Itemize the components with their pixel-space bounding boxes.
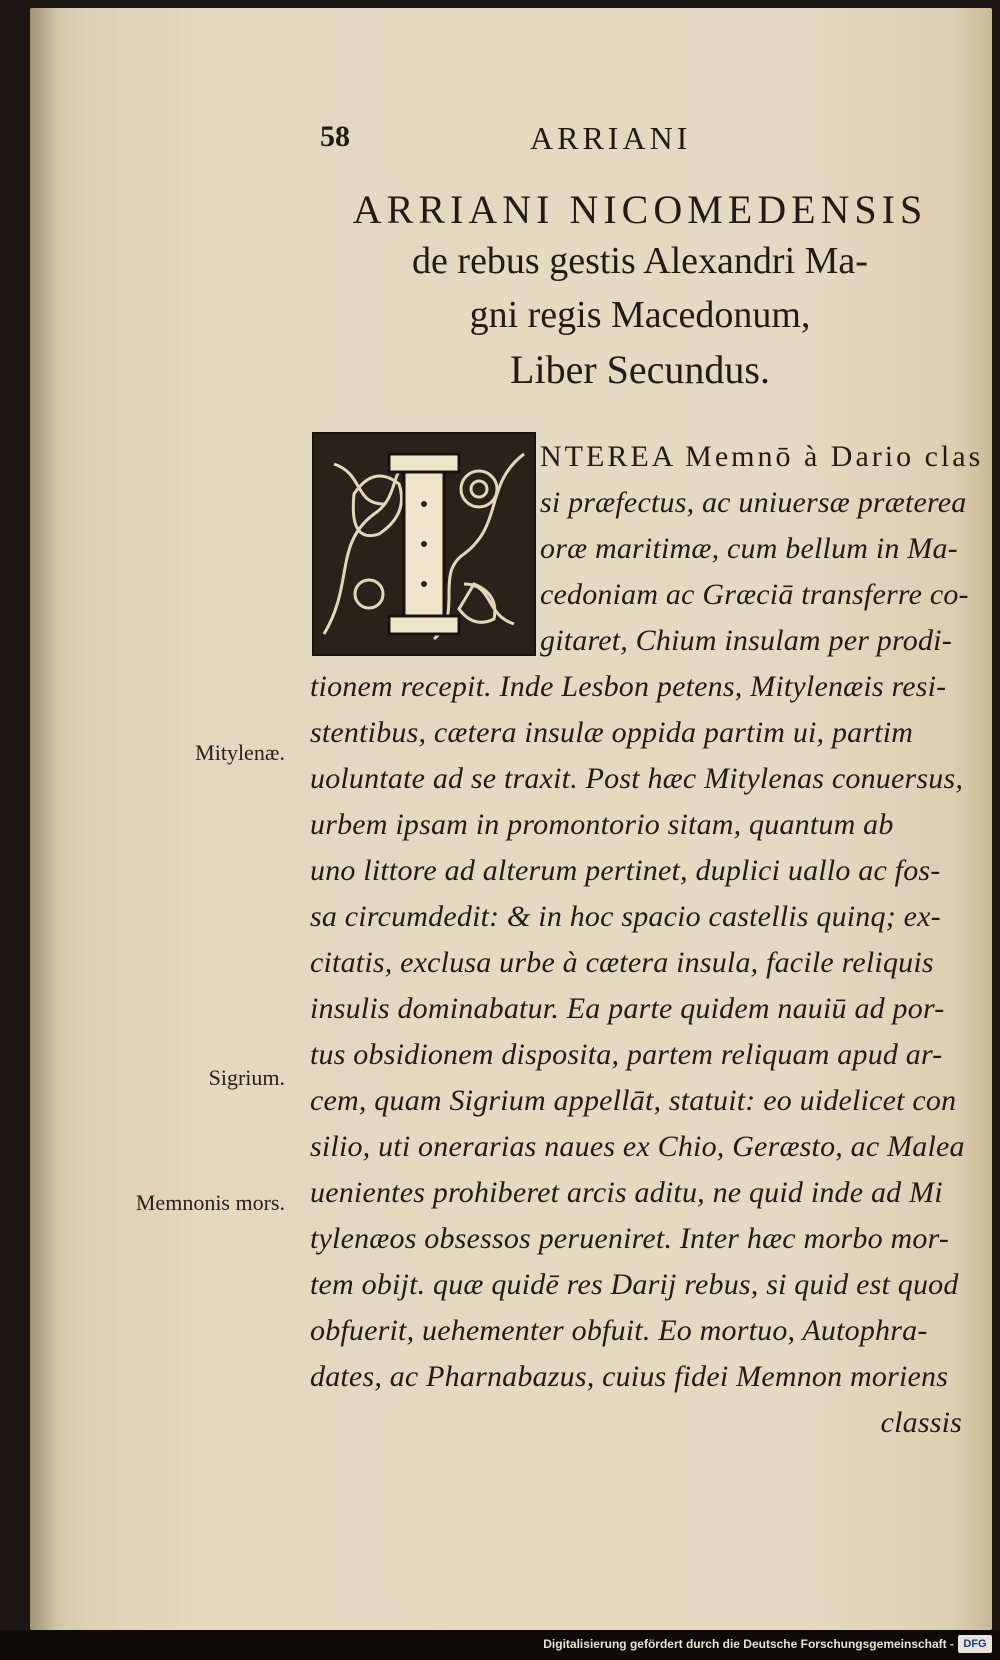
text-line: gitaret, Chium insulam per prodi- (540, 624, 952, 657)
text-line: si præfectus, ac uniuersæ præterea (540, 486, 967, 519)
gutter-shadow (30, 8, 58, 1630)
marginal-note-mitylenae: Mitylenæ. (195, 740, 285, 765)
text-line: tus obsidionem disposita, partem reliquam apud ar- (310, 1038, 943, 1071)
book-page (30, 8, 992, 1630)
title-line-1: ARRIANI NICOMEDENSIS (352, 187, 928, 232)
text-line: stentibus, cætera insulæ oppida partim ui, partim (310, 716, 914, 749)
text-line: tylenæos obsessos perueniret. Inter hæc morbo mor- (310, 1222, 950, 1255)
catchword: classis (880, 1406, 962, 1439)
chapter-title (290, 186, 990, 398)
text-line: tem obijt. quæ quidē res Darij rebus, si quid est quod (310, 1268, 959, 1301)
text-line: silio, uti onerarias naues ex Chio, Geræsto, ac Malea (310, 1130, 965, 1163)
marginal-note-memnonis-mors: Memnonis mors. (135, 1190, 285, 1215)
text-line: sa circumdedit: & in hoc spacio castellis quinq; ex- (310, 900, 941, 933)
text-line: citatis, exclusa urbe à cætera insula, facile reliquis (310, 946, 934, 979)
text-line: uoluntate ad se traxit. Post hæc Mitylenas conuersus, (310, 762, 964, 795)
text-line: obfuerit, uehementer obfuit. Eo mortuo, Autophra- (310, 1314, 928, 1347)
running-head (290, 120, 990, 160)
dfg-logo[interactable]: DFG (958, 1635, 992, 1653)
running-title: ARRIANI (530, 120, 692, 156)
text-line: uenientes prohiberet arcis aditu, ne quid inde ad Mi (310, 1176, 943, 1209)
title-line-3: gni regis Macedonum, (469, 294, 811, 336)
text-line: uno littore ad alterum pertinet, duplici uallo ac fos- (310, 854, 941, 887)
text-line: cedoniam ac Græciā transferre co- (540, 578, 969, 611)
digitization-footer (0, 1630, 1000, 1660)
marginal-note-sigrium: Sigrium. (208, 1065, 285, 1090)
text-line: urbem ipsam in promontorio sitam, quantum ab (310, 808, 894, 841)
text-line: oræ maritimæ, cum bellum in Ma- (540, 532, 958, 565)
text-line: tionem recepit. Inde Lesbon petens, Mitylenæis resi- (310, 670, 947, 703)
page-number: 58 (320, 120, 350, 153)
body-text (310, 434, 992, 1446)
text-line: dates, ac Pharnabazus, cuius fidei Memnon moriens (310, 1360, 949, 1393)
text-line: NTEREA Memnō à Dario clas (540, 440, 984, 473)
text-line: insulis dominabatur. Ea parte quidem nauiū ad por- (310, 992, 945, 1025)
title-line-2: de rebus gestis Alexandri Ma- (412, 240, 868, 282)
title-line-4: Liber Secundus. (510, 347, 770, 392)
funding-notice: Digitalisierung gefördert durch die Deutsche Forschungsgemeinschaft - (543, 1637, 954, 1651)
text-line: cem, quam Sigrium appellāt, statuit: eo uidelicet con (310, 1084, 957, 1117)
